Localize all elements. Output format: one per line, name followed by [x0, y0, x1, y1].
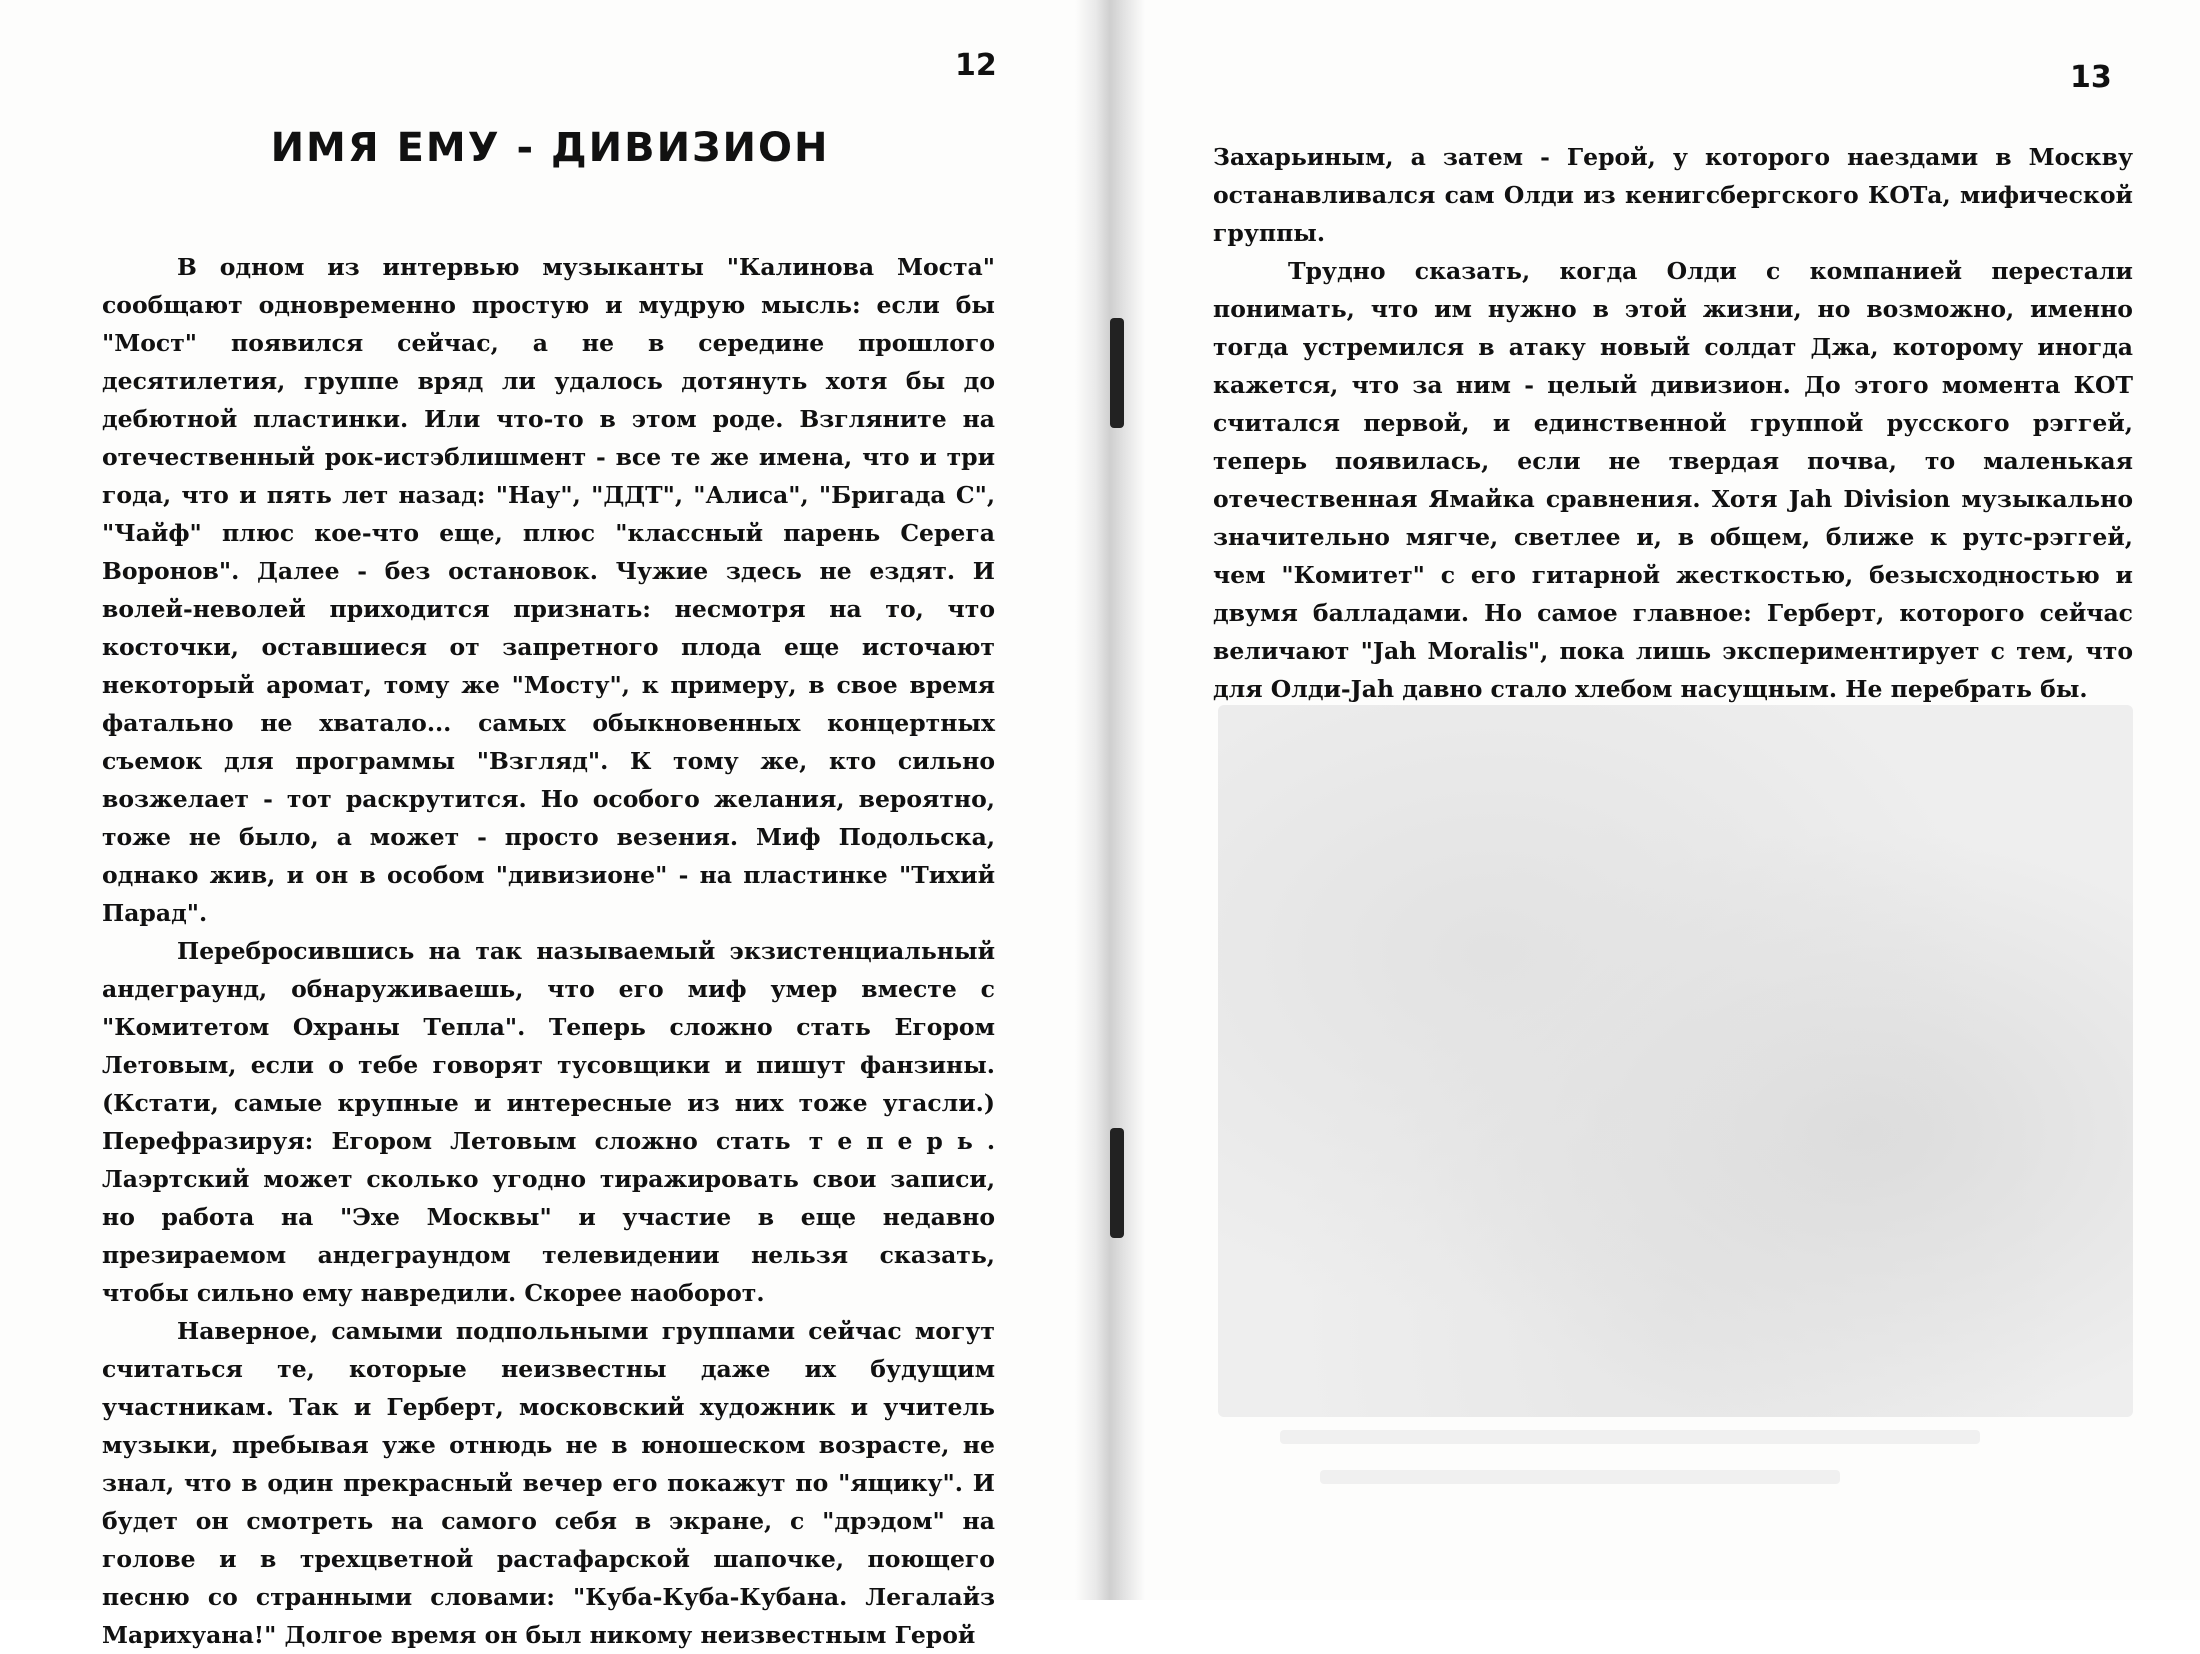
paragraph-continued: Захарьиным, а затем - Герой, у которого наездами в Москву останавливался сам Олди из кенигсбергского КОТа, мифической группы.: [1213, 143, 2133, 247]
staple-bottom-icon: [1110, 1128, 1124, 1238]
right-page: [1130, 0, 2200, 1600]
paragraph-4: Трудно сказать, когда Олди с компанией перестали понимать, что им нужно в этой жизни, но возможно, именно тогда устремился в атаку новый солдат Джа, которому иногда кажется, что за ним - целый дивизион. До этого момента КОТ считался первой, и единственной группой русского рэггей, теперь появилась, если не твердая почва, то маленькая отечественная Ямайка сравнения. Хотя Jah Division музыкально значительно мягче, светлее и, в общем, ближе к рутс-рэггей, чем "Комитет" с его гитарной жесткостью, безысходностью и двумя балладами. Но самое главное: Герберт, которого сейчас величают "Jah Moralis", пока лишь экспериментирует с тем, что для Олди-Jah давно стало хлебом насущным. Не перебрать бы.: [1213, 257, 2133, 703]
paragraph-3: Наверное, самыми подпольными группами сейчас могут считаться те, которые неизвестны даже их будущим участникам. Так и Герберт, московский художник и учитель музыки, пребывая уже отнюдь не в юношеском возрасте, не знал, что в один прекрасный вечер его покажут по "ящику". И будет он смотреть на самого себя в экране, с "дрэдом" на голове и в трехцветной растафарской шапочке, поющего песню со странными словами: "Куба-Куба-Кубана. Легалайз Марихуана!" Долгое время он был никому неизвестным Герой: [102, 1317, 995, 1649]
faded-caption-line: [1280, 1430, 1980, 1444]
staple-top-icon: [1110, 318, 1124, 428]
paragraph-2: [102, 932, 995, 1312]
paragraph-2-tail: . Лаэртский может сколько угодно тиражировать свои записи, но работа на "Эхе Москвы" и участие в еще недавно презираемом андеграундом телевидении нельзя сказать, чтобы сильно ему навредили. Скорее наоборот.: [102, 1127, 995, 1307]
paragraph-2-text: Перебросившись на так называемый экзистенциальный андеграунд, обнаруживаешь, что его миф умер вместе с "Комитетом Охраны Тепла". Теперь сложно стать Егором Летовым, если о тебе говорят тусовщики и пишут фанзины. (Кстати, самые крупные и интересные из них тоже угасли.) Перефразируя: Егором Летовым сложно стать: [102, 937, 995, 1155]
page-number-right: 13: [2070, 60, 2112, 95]
paragraph-1: В одном из интервью музыканты "Калинова Моста" сообщают одновременно простую и мудрую мысль: если бы "Мост" появился сейчас, а не в середине прошлого десятилетия, группе вряд ли удалось дотянуть хотя бы до дебютной пластинки. Или что-то в этом роде. Взгляните на отечественный рок-истэблишмент - все те же имена, что и три года, что и пять лет назад: "Нау", "ДДТ", "Алиса", "Бригада С", "Чайф" плюс кое-что еще, плюс "классный парень Серега Воронов". Далее - без остановок. Чужие здесь не ездят. И волей-неволей приходится признать: несмотря на то, что косточки, оставшиеся от запретного плода еще источают некоторый аромат, тому же "Мосту", к примеру, в свое время фатально не хватало... самых обыкновенных концертных съемок для программы "Взгляд". К тому же, кто сильно возжелает - тот раскрутится. Но особого желания, вероятно, тоже не было, а может - просто везения. Миф Подольска, однако жив, и он в особом "дивизионе" - на пластинке "Тихий Парад".: [102, 253, 995, 927]
faded-caption-line: [1320, 1470, 1840, 1484]
emphasized-word: теперь: [808, 1127, 987, 1155]
page-number-left: 12: [955, 48, 997, 83]
article-title: ИМЯ ЕМУ - ДИВИЗИОН: [270, 125, 830, 171]
faded-photo: [1218, 705, 2133, 1417]
right-page-text: [1213, 138, 2133, 708]
left-page: [0, 0, 1085, 1649]
left-page-text: [102, 248, 995, 1654]
